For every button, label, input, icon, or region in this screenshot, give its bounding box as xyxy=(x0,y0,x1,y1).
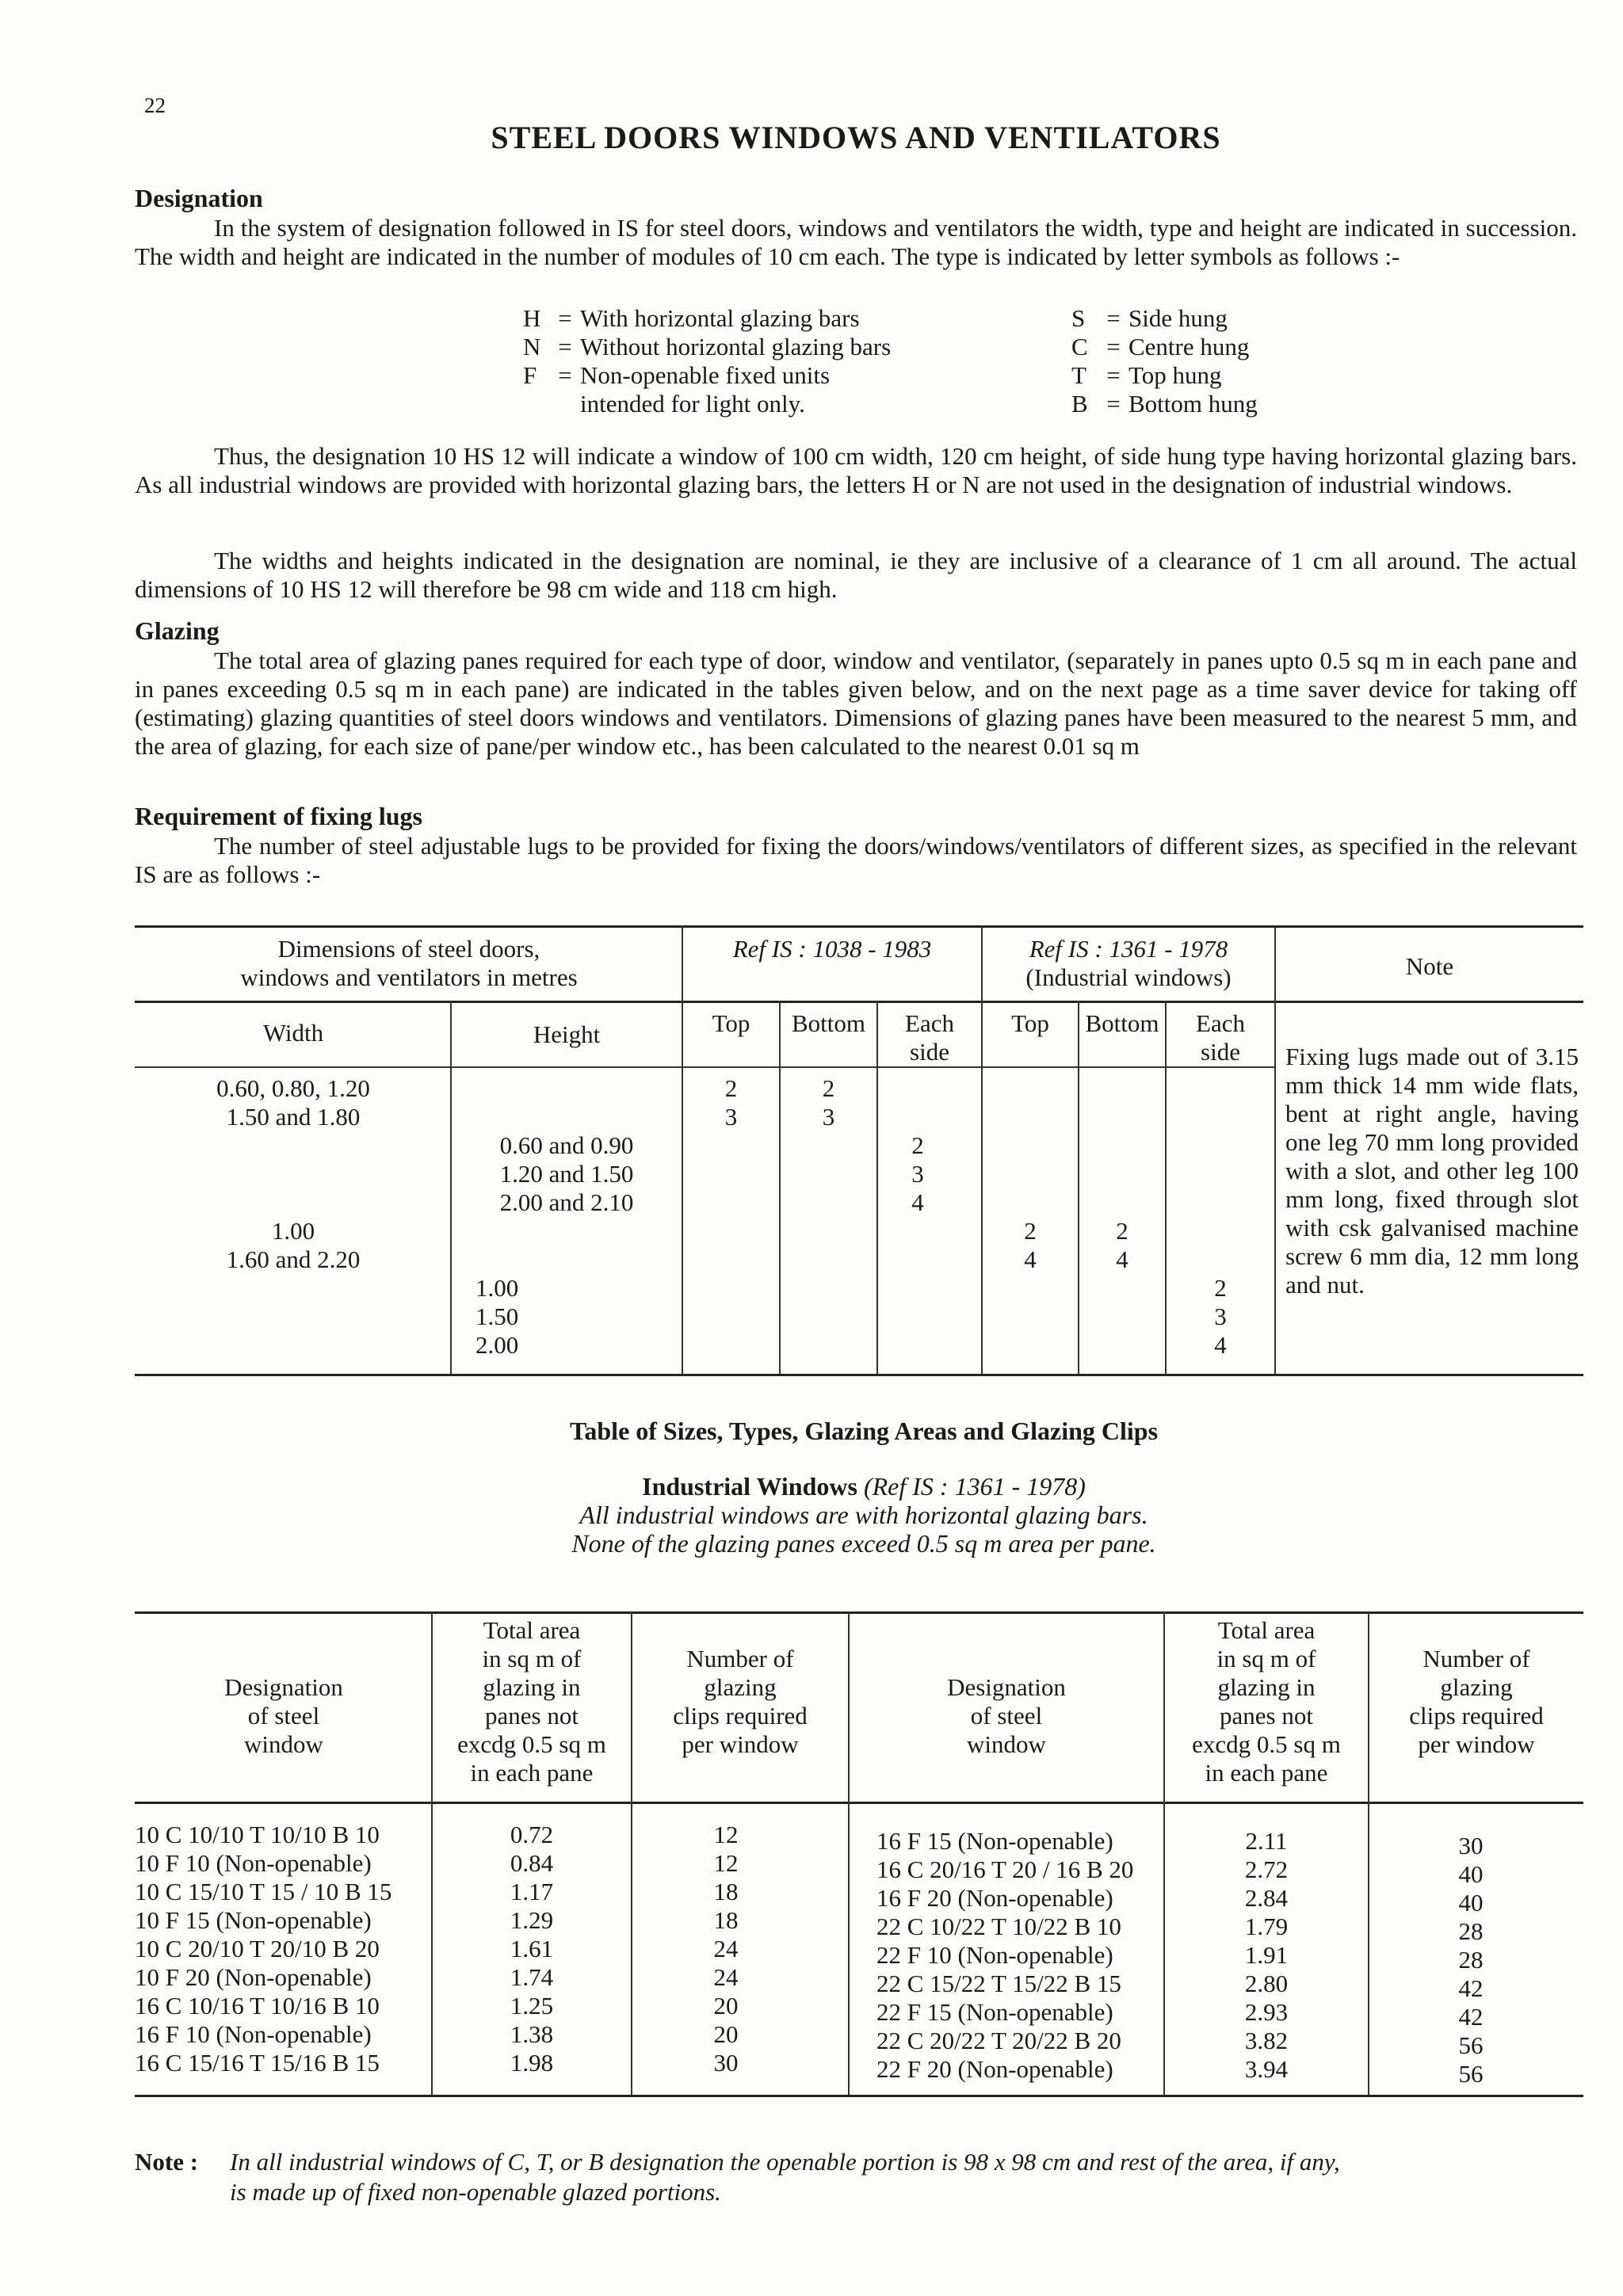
lugs-dim-header: Dimensions of steel doors, windows and ventilators in metres xyxy=(240,935,578,991)
sizes-designation-header-right: Designation of steel window xyxy=(947,1673,1066,1758)
lugs-1038-each-3: 4 xyxy=(911,1188,924,1216)
table-cell: 1.38 xyxy=(510,2020,554,2048)
sizes-right-clips-column xyxy=(1369,1832,1572,2088)
symbol-b: B = Bottom hung xyxy=(1071,390,1258,418)
lugs-1361-top-2: 4 xyxy=(1024,1245,1037,1273)
lugs-bottom-header-2: Bottom xyxy=(1085,1009,1159,1037)
lugs-note-text: Fixing lugs made out of 3.15 mm thick 14 mm wide flats, bent at right angle, having one leg 70 mm long provided with a slot, and other leg 100 mm long, fixed through slot with csk galvanised machine screw 6 mm dia, 12 mm long and nut. xyxy=(1285,1043,1579,1299)
lugs-ref-1361-header: Ref IS : 1361 - 1978 (Industrial windows) xyxy=(1025,935,1232,991)
sizes-table-bottom-rule xyxy=(135,2095,1583,2097)
table-cell: 3.94 xyxy=(1244,2055,1289,2083)
table-cell: 1.17 xyxy=(510,1878,554,1905)
symbol-f-cont: intended for light only. xyxy=(580,390,805,418)
lugs-col-divider-7 xyxy=(1078,1001,1079,1374)
symbol-t: T = Top hung xyxy=(1071,361,1222,389)
table-cell: 16 C 15/16 T 15/16 B 15 xyxy=(135,2049,380,2077)
table-cell: 2.93 xyxy=(1244,1998,1289,2026)
lugs-1038-bottom-2: 3 xyxy=(822,1103,835,1131)
lugs-1038-each-2: 3 xyxy=(911,1160,924,1188)
lugs-1361-top-1: 2 xyxy=(1024,1217,1037,1245)
table-cell: 10 C 10/10 T 10/10 B 10 xyxy=(135,1821,380,1848)
table-cell: 10 F 20 (Non-openable) xyxy=(135,1963,372,1991)
table-cell: 22 C 15/22 T 15/22 B 15 xyxy=(876,1970,1121,1997)
sizes-area-header-left: Total area in sq m of glazing in panes not excdg 0.5 sq m in each pane xyxy=(457,1616,606,1787)
table-cell: 1.61 xyxy=(510,1935,554,1962)
lugs-table-bottom-rule xyxy=(135,1374,1583,1376)
table-cell: 12 xyxy=(713,1849,739,1877)
table-cell: 42 xyxy=(1458,2003,1484,2031)
lugs-width-cell-4: 1.60 and 2.20 xyxy=(226,1245,361,1273)
sizes-table-top-rule xyxy=(135,1611,1583,1614)
footnote-line-2: is made up of fixed non-openable glazed portions. xyxy=(230,2178,721,2206)
table-cell: 16 C 20/16 T 20 / 16 B 20 xyxy=(876,1855,1134,1883)
table-cell: 56 xyxy=(1458,2060,1484,2088)
sizes-table-caption: Table of Sizes, Types, Glazing Areas and Glazing Clips xyxy=(569,1417,1159,1445)
symbols-left-list xyxy=(523,304,891,418)
table-cell: 1.98 xyxy=(510,2049,554,2077)
lugs-top-header-1: Top xyxy=(712,1009,750,1037)
table-cell: 30 xyxy=(713,2049,739,2077)
lugs-width-cell-3: 1.00 xyxy=(271,1217,315,1245)
table-cell: 10 C 15/10 T 15 / 10 B 15 xyxy=(135,1878,392,1905)
sizes-left-clips-column xyxy=(632,1821,819,2077)
lugs-top-header-2: Top xyxy=(1011,1009,1049,1037)
sizes-clips-header-right: Number of glazing clips required per window xyxy=(1409,1645,1544,1758)
table-cell: 24 xyxy=(713,1935,739,1962)
nominal-dimensions-paragraph: The widths and heights indicated in the designation are nominal, ie they are inclusive of a clearance of 1 cm all around. The actual dimensions of 10 HS 12 will therefore be 98 cm wide and 118 cm high. xyxy=(135,547,1577,603)
lugs-1361-each-3: 4 xyxy=(1214,1331,1227,1359)
table-cell: 2.84 xyxy=(1244,1884,1289,1912)
lugs-height-cell-3: 2.00 and 2.10 xyxy=(499,1188,634,1216)
sizes-table-header-rule xyxy=(135,1802,1583,1804)
table-cell: 3.82 xyxy=(1244,2027,1289,2054)
lugs-1038-bottom-1: 2 xyxy=(822,1074,835,1102)
lugs-col-divider-3 xyxy=(1274,925,1276,1374)
table-cell: 0.72 xyxy=(510,1821,554,1848)
designation-heading: Designation xyxy=(135,184,263,212)
page-number: 22 xyxy=(144,93,166,117)
sizes-right-designation-column xyxy=(876,1827,1163,2084)
lugs-bottom-header-1: Bottom xyxy=(791,1009,865,1037)
table-cell: 16 F 15 (Non-openable) xyxy=(876,1827,1113,1855)
table-cell: 28 xyxy=(1458,1917,1484,1945)
table-cell: 22 F 15 (Non-openable) xyxy=(876,1998,1113,2026)
table-cell: 10 C 20/10 T 20/10 B 20 xyxy=(135,1935,380,1962)
footnote xyxy=(135,2147,1585,2207)
table-cell: 2.11 xyxy=(1245,1827,1288,1855)
symbol-c: C = Centre hung xyxy=(1071,333,1250,360)
lugs-note-header: Note xyxy=(1405,952,1454,980)
lugs-ref-1038-header: Ref IS : 1038 - 1983 xyxy=(732,935,932,963)
table-cell: 22 F 20 (Non-openable) xyxy=(876,2055,1113,2083)
lugs-1038-each-1: 2 xyxy=(911,1131,924,1159)
symbol-n: N = Without horizontal glazing bars xyxy=(523,333,892,360)
lugs-height-cell-4: 1.00 xyxy=(475,1274,519,1302)
table-cell: 1.25 xyxy=(510,1992,554,2019)
table-cell: 20 xyxy=(713,2020,739,2048)
symbol-f: F = Non-openable fixed units xyxy=(523,361,831,389)
page-title: STEEL DOORS WINDOWS AND VENTILATORS xyxy=(491,120,1221,155)
lugs-table-mid-rule xyxy=(135,1001,1583,1003)
table-cell: 56 xyxy=(1458,2031,1484,2059)
lugs-height-cell-6: 2.00 xyxy=(475,1331,519,1359)
table-cell: 16 F 10 (Non-openable) xyxy=(135,2020,372,2048)
table-cell: 2.80 xyxy=(1244,1970,1289,1997)
sizes-clips-header-left: Number of glazing clips required per window xyxy=(673,1645,808,1758)
symbol-h: H = With horizontal glazing bars xyxy=(523,304,860,332)
glazing-paragraph: The total area of glazing panes required for each type of door, window and ventilator, (separately in panes upto 0.5 sq m in each pane and in panes exceeding 0.5 sq m in each pane) are indicated in the tables given below, and on the next page as a time saver device for taking off (estimating) glazing quantities of steel doors windows and ventilators. Dimensions of glazing panes have been measured to the nearest 5 mm, and the area of glazing, for each size of pane/per window etc., has been calculated to the nearest 0.01 sq m xyxy=(135,646,1577,760)
lugs-1361-bottom-1: 2 xyxy=(1116,1217,1128,1245)
glazing-heading: Glazing xyxy=(135,616,220,645)
lugs-col-divider-1 xyxy=(682,925,683,1374)
lugs-height-header: Height xyxy=(533,1020,601,1048)
table-cell: 16 C 10/16 T 10/16 B 10 xyxy=(135,1992,380,2019)
sizes-subtitle: Industrial Windows (Ref IS : 1361 - 1978) xyxy=(642,1472,1086,1501)
sizes-designation-header-left: Designation of steel window xyxy=(224,1673,343,1758)
table-cell: 40 xyxy=(1458,1889,1484,1917)
table-cell: 1.29 xyxy=(510,1906,554,1934)
lugs-table-sub-rule xyxy=(135,1066,1276,1068)
lugs-height-cell-5: 1.50 xyxy=(475,1302,519,1330)
table-cell: 2.72 xyxy=(1244,1855,1289,1883)
table-cell: 22 C 20/22 T 20/22 B 20 xyxy=(876,2027,1121,2054)
lugs-each-side-header-1: Each side xyxy=(905,1009,954,1066)
sizes-left-area-column xyxy=(433,1821,631,2077)
lugs-table-top-rule xyxy=(135,925,1583,928)
table-cell: 0.84 xyxy=(510,1849,554,1877)
lugs-1038-top-1: 2 xyxy=(724,1074,738,1102)
lugs-1361-bottom-2: 4 xyxy=(1116,1245,1128,1273)
table-cell: 18 xyxy=(713,1878,739,1905)
table-cell: 22 C 10/22 T 10/22 B 10 xyxy=(876,1913,1121,1940)
lugs-heading: Requirement of fixing lugs xyxy=(135,802,422,830)
symbol-s: S = Side hung xyxy=(1071,304,1228,332)
footnote-label: Note : xyxy=(135,2148,199,2176)
lugs-paragraph: The number of steel adjustable lugs to be provided for fixing the doors/windows/ventilators of different sizes, as specified in the relevant IS are as follows :- xyxy=(135,832,1577,888)
sizes-right-area-column xyxy=(1165,1827,1368,2084)
sizes-left-designation-column xyxy=(135,1821,431,2077)
sizes-subtitle-line3: None of the glazing panes exceed 0.5 sq m area per pane. xyxy=(571,1529,1156,1558)
table-cell: 12 xyxy=(713,1821,739,1848)
table-cell: 16 F 20 (Non-openable) xyxy=(876,1884,1113,1912)
footnote-line-1: In all industrial windows of C, T, or B designation the openable portion is 98 x 98 cm and rest of the area, if any, xyxy=(230,2148,1340,2176)
table-cell: 42 xyxy=(1458,1974,1484,2002)
table-cell: 20 xyxy=(713,1992,739,2019)
lugs-width-cell-2: 1.50 and 1.80 xyxy=(226,1103,361,1131)
table-cell: 10 F 15 (Non-openable) xyxy=(135,1906,372,1934)
sizes-area-header-right: Total area in sq m of glazing in panes not excdg 0.5 sq m in each pane xyxy=(1192,1616,1341,1787)
table-cell: 1.79 xyxy=(1244,1913,1289,1940)
designation-paragraph xyxy=(135,214,1577,271)
table-cell: 30 xyxy=(1458,1832,1484,1859)
table-cell: 10 F 10 (Non-openable) xyxy=(135,1849,372,1877)
table-cell: 22 F 10 (Non-openable) xyxy=(876,1941,1113,1969)
table-cell: 28 xyxy=(1458,1946,1484,1974)
table-cell: 18 xyxy=(713,1906,739,1934)
lugs-width-header: Width xyxy=(262,1019,324,1047)
symbols-right-list xyxy=(1071,304,1258,418)
lugs-width-cell-1: 0.60, 0.80, 1.20 xyxy=(216,1074,370,1102)
designation-example-paragraph: Thus, the designation 10 HS 12 will indicate a window of 100 cm width, 120 cm height, of side hung type having horizontal glazing bars. As all industrial windows are provided with horizontal glazing bars, the letters H or N are not used in the designation of industrial windows. xyxy=(135,442,1577,498)
lugs-1038-top-2: 3 xyxy=(724,1103,738,1131)
lugs-col-divider-5 xyxy=(779,1001,781,1374)
designation-paragraph-text: In the system of designation followed in IS for steel doors, windows and ventilators the width, type and height are indicated in succession. The width and height are indicated in the number of modules of 10 cm each. The type is indicated by letter symbols as follows :- xyxy=(135,214,1577,270)
lugs-col-divider-2 xyxy=(981,925,983,1374)
lugs-each-side-header-2: Each side xyxy=(1196,1009,1245,1066)
lugs-1361-each-2: 3 xyxy=(1214,1302,1227,1330)
lugs-height-cell-1: 0.60 and 0.90 xyxy=(499,1131,634,1159)
lugs-height-cell-2: 1.20 and 1.50 xyxy=(499,1160,634,1188)
sizes-subtitle-line2: All industrial windows are with horizontal glazing bars. xyxy=(579,1501,1148,1529)
table-cell: 1.74 xyxy=(510,1963,554,1991)
table-cell: 24 xyxy=(713,1963,739,1991)
table-cell: 1.91 xyxy=(1244,1941,1289,1969)
lugs-1361-each-1: 2 xyxy=(1214,1274,1227,1302)
table-cell: 40 xyxy=(1458,1860,1484,1888)
